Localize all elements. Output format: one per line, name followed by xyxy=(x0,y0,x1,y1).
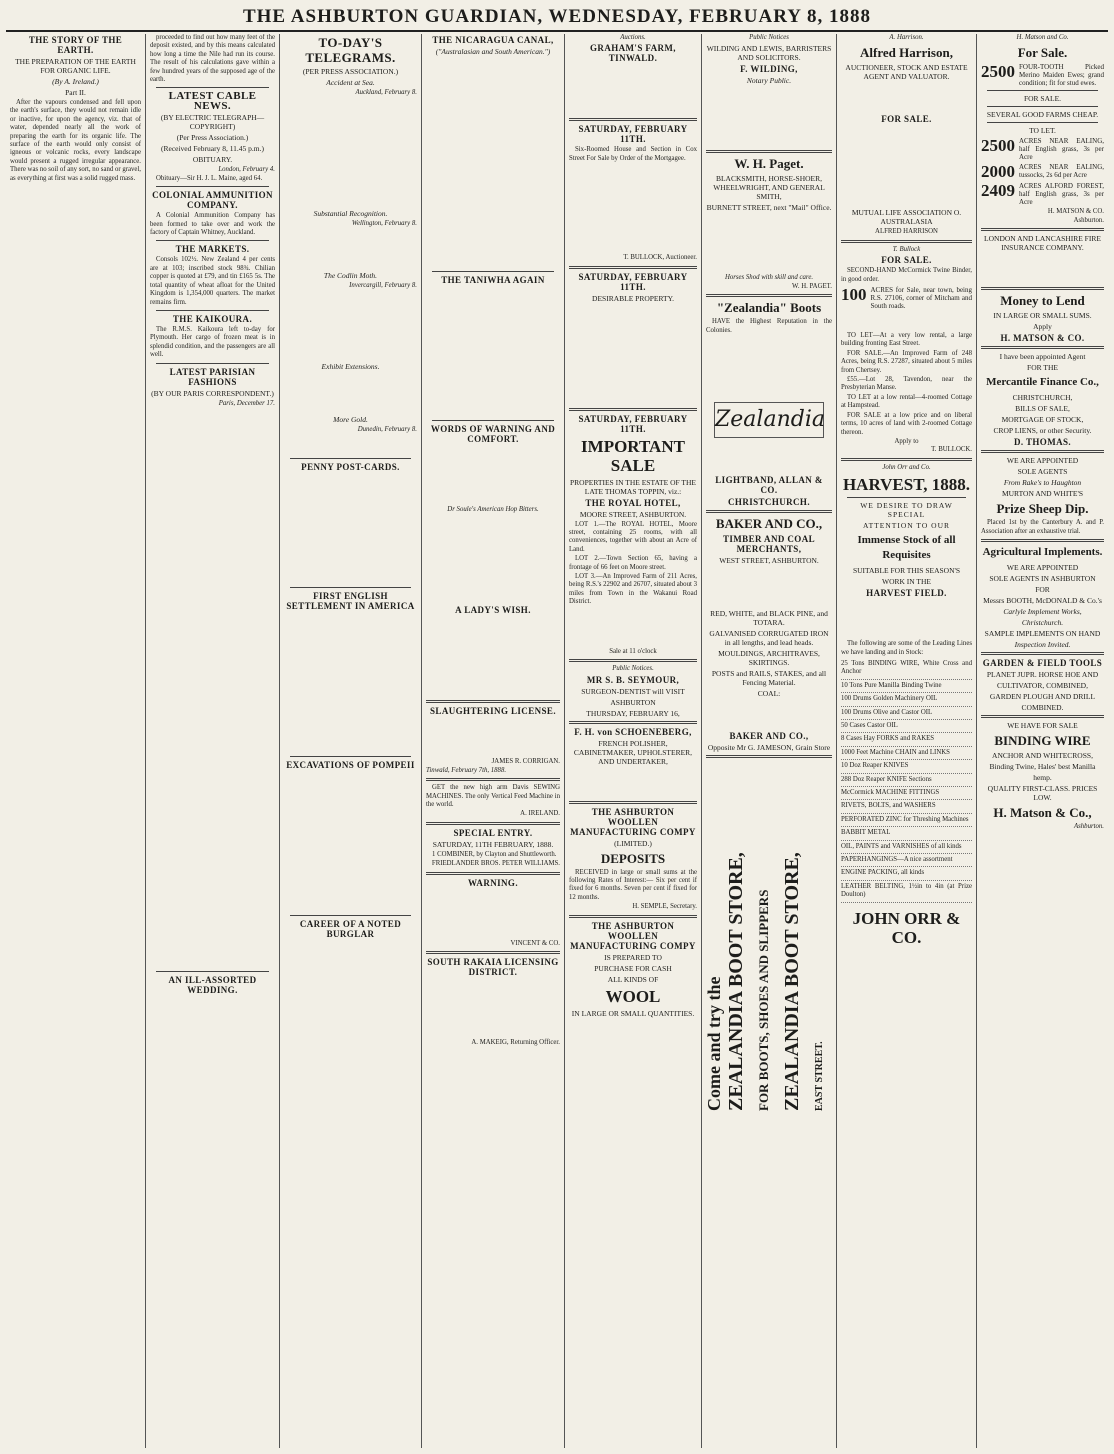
lease-2 xyxy=(981,163,1104,180)
moth-heading: The Codlin Moth. xyxy=(323,270,378,280)
paget-addr: BURNETT STREET, next "Mail" Office. xyxy=(706,203,832,213)
matson-caps: H. MATSON & CO. xyxy=(1000,333,1085,344)
colonial-heading: COLONIAL AMMUNITION COMPANY. xyxy=(152,190,273,211)
kaikoura-heading: THE KAIKOURA. xyxy=(172,313,253,324)
cable-news-received: (Received February 8, 11.45 p.m.) xyxy=(160,144,265,154)
woollen2-prepared: IS PREPARED TO xyxy=(604,952,662,962)
mortgage: MORTGAGE OF STOCK, xyxy=(1001,415,1084,425)
mercantile-city: CHRISTCHURCH, xyxy=(1012,393,1073,403)
seymour-date: THURSDAY, FEBRUARY 16, xyxy=(586,708,680,718)
rake: From Rake's to Haughton xyxy=(1003,478,1082,488)
garden-plough: GARDEN PLOUGH AND DRILL xyxy=(989,692,1096,702)
twine: Binding Twine, Hales' best Manilla xyxy=(989,762,1096,772)
schoeneberg-heading: F. H. von SCHOENEBERG, xyxy=(574,726,692,737)
gold-dateline: Dunedin, February 8. xyxy=(357,426,417,434)
article-body: proceeded to find out how many feet of the deposit existed, and by this means calculated how long a time the Nile had run its course. The result of his calculations gave within a few hundred years of the supposed age of the earth. xyxy=(150,34,275,84)
desirable-date: SATURDAY, FEBRUARY 11TH. xyxy=(578,271,688,292)
purchase: PURCHASE FOR CASH xyxy=(594,963,672,973)
list-intro: The following are some of the Leading Lines we have landing and in Stock: xyxy=(841,640,972,656)
zealandia-script: Zealandia xyxy=(714,402,824,438)
warning2-heading: WARNING. xyxy=(468,877,518,888)
column-1 xyxy=(6,34,146,1448)
article-byline: (By A. Ireland.) xyxy=(52,77,99,86)
important-sub: PROPERTIES IN THE ESTATE OF THE LATE THOMAS TOPPIN, viz.: xyxy=(570,477,696,496)
article-body: After the vapours condensed and fell upon the earth's surface, they would not remain idle or inactive, for upon the agency, viz. that of water, depended nearly all the work of preparing the earth for its organic life. The surface of the earth would only consist of igneous or volcanic rocks, every landscape would present a rugged irregular appearance. There was no soil of any sort, no sand or gravel, as everything at first was a solid rugged mass. xyxy=(10,99,141,182)
bills: BILLS OF SALE, xyxy=(1015,404,1070,414)
desire-text: WE DESIRE TO DRAW SPECIAL xyxy=(860,501,953,520)
wool-sub: IN LARGE OR SMALL QUANTITIES. xyxy=(571,1008,695,1018)
stock-list-item: 288 Doz Reaper KNIFE Sections xyxy=(841,774,972,787)
all-kinds: ALL KINDS OF xyxy=(607,974,659,984)
friedlander: FRIEDLANDER BROS. PETER WILLIAMS. xyxy=(431,860,560,868)
warning-heading: WORDS OF WARNING AND COMFORT. xyxy=(430,424,556,444)
harrison-heading: Alfred Harrison, xyxy=(860,45,953,61)
canal-heading: THE NICARAGUA CANAL, xyxy=(432,35,554,45)
crop: CROP LIENS, or other Security. xyxy=(993,426,1092,436)
boot-store-ad xyxy=(706,761,832,1121)
bullock-label: T. Bullock xyxy=(892,245,921,253)
royal-hotel: THE ROYAL HOTEL, xyxy=(585,497,681,508)
hop-bitters: Dr Soule's American Hop Bitters. xyxy=(447,506,539,513)
moth-dateline: Invercargill, February 8. xyxy=(349,281,417,289)
gold-heading: More Gold. xyxy=(333,415,368,425)
matson-big: H. Matson & Co., xyxy=(993,805,1092,821)
baker-heading: BAKER AND CO., xyxy=(715,516,823,532)
stock-list-item: 10 Tons Pure Manilla Binding Twine xyxy=(841,680,972,693)
obituary-heading: OBITUARY. xyxy=(192,155,233,165)
exhibition-heading: Exhibit Extensions. xyxy=(321,362,380,372)
several-farms: SEVERAL GOOD FARMS CHEAP. xyxy=(986,110,1099,120)
apply: Apply to xyxy=(894,437,919,445)
special-text: 1 COMBINER, by Clayton and Shuttleworth. xyxy=(432,850,557,858)
acres-100-ad xyxy=(841,286,972,310)
murton: MURTON AND WHITE'S xyxy=(1001,489,1084,499)
public-notices-label: Public Notices. xyxy=(612,665,654,673)
stock-list-item: OIL, PAINTS and VARNISHES of all kinds xyxy=(841,841,972,854)
baker-iron: GALVANISED CORRUGATED IRON in all lengths, and lead heads. xyxy=(709,629,829,648)
column-7 xyxy=(837,34,977,1448)
markets-heading: THE MARKETS. xyxy=(175,244,250,255)
special-heading: SPECIAL ENTRY. xyxy=(453,827,533,838)
forsale4: FOR SALE at a low price and on liberal terms, 10 acres of land with 2-roomed Cottage thereon. xyxy=(841,411,972,436)
lease-3-num: 2409 xyxy=(981,181,1015,201)
ewes-ad xyxy=(981,63,1104,87)
cable-news-heading: LATEST CABLE NEWS. xyxy=(168,90,257,113)
carlyle: Carlyle Implement Works, xyxy=(1003,607,1082,617)
stock-list-item: 10 Doz Reaper KNIVES xyxy=(841,760,972,773)
to-let2: TO LET at a low rental—4-roomed Cottage at Hampstead. xyxy=(841,393,972,410)
baker-opp: Opposite Mr G. JAMESON, Grain Store xyxy=(707,743,831,753)
boot-ad-line-1: Come and try the xyxy=(704,976,724,1112)
rakaia-heading: SOUTH RAKAIA LICENSING DISTRICT. xyxy=(427,957,559,978)
matson-label: H. Matson and Co. xyxy=(1016,34,1069,41)
stock-list-item: PERFORATED ZINC for Threshing Machines xyxy=(841,814,972,827)
wilding-notary: Notary Public. xyxy=(746,76,792,86)
schoeneberg-sub: FRENCH POLISHER, CABINETMAKER, UPHOLSTERER, AND UNDERTAKER, xyxy=(573,738,693,766)
appointed3: WE ARE APPOINTED xyxy=(1006,563,1079,573)
hsemple-sign: H. SEMPLE, Secretary. xyxy=(632,903,697,911)
orr-label: John Orr and Co. xyxy=(882,463,931,471)
matson-sign: H. MATSON & CO. xyxy=(1047,208,1104,216)
alfred-sign: ALFRED HARRISON xyxy=(875,228,938,236)
mutual: MUTUAL LIFE ASSOCIATION O. AUSTRALASIA xyxy=(851,208,962,227)
ireland-signed: A. IRELAND. xyxy=(520,810,560,818)
work-text: WORK IN THE xyxy=(881,577,932,587)
fashions-sub: (BY OUR PARIS CORRESPONDENT.) xyxy=(151,388,274,398)
wedding-heading: AN ILL-ASSORTED WEDDING. xyxy=(168,974,257,995)
forsale-heading: For Sale. xyxy=(1017,45,1068,61)
taniwha-heading: THE TANIWHA AGAIN xyxy=(441,275,545,285)
obituary-dateline: London, February 4. xyxy=(218,166,275,174)
settlement-heading: FIRST ENGLISH SETTLEMENT IN AMERICA xyxy=(286,590,415,611)
stock-list-item: ENGINE PACKING, all kinds xyxy=(841,867,972,880)
money-sub: IN LARGE OR SMALL SUMS. xyxy=(993,311,1092,321)
wool-heading: WOOL xyxy=(605,986,661,1006)
baker-sub: TIMBER AND COAL MERCHANTS, xyxy=(722,534,815,555)
inspection: Inspection Invited. xyxy=(1014,640,1071,650)
lot-1: LOT 1.—The ROYAL HOTEL, Moore street, containing 25 rooms, with all conveniences, together with about an Acre of Land. xyxy=(569,520,697,553)
zealandia-text: HAVE the Highest Reputation in the Colonies. xyxy=(706,318,832,334)
slaughter-date: Tinwald, February 7th, 1888. xyxy=(426,766,507,774)
price-55: £55.—Lot 28, Tavendon, near the Presbyterian Manse. xyxy=(841,376,972,392)
lot-2: LOT 2.—Town Section 65, having a frontage of 66 feet on Moore street. xyxy=(569,555,697,571)
special-date: SATURDAY, 11TH FEBRUARY, 1888. xyxy=(432,839,554,849)
fashions-dateline: Paris, December 17. xyxy=(218,399,275,407)
baker-posts: POSTS and RAILS, STAKES, and all Fencing Material. xyxy=(711,669,827,688)
harvest-field: HARVEST FIELD. xyxy=(866,588,947,599)
stock-list xyxy=(841,658,972,903)
cable-news-agency: (Per Press Association.) xyxy=(176,133,249,143)
seymour-title: SURGEON-DENTIST will VISIT xyxy=(581,686,685,696)
lease-1-num: 2500 xyxy=(981,136,1015,156)
canal-sub: ("Australasian and South American.") xyxy=(435,47,551,56)
accident-dateline: Auckland, February 8. xyxy=(355,89,417,96)
london-heading: LONDON AND LANCASHIRE FIRE INSURANCE COMPANY. xyxy=(984,234,1101,253)
desirable-heading: DESIRABLE PROPERTY. xyxy=(592,293,674,303)
attention-text: ATTENTION TO OUR xyxy=(863,521,950,531)
slaughter-signed: JAMES R. CORRIGAN. xyxy=(491,758,560,766)
coal-heading: COAL: xyxy=(757,689,781,699)
deposits-text: RECEIVED in large or small sums at the following Rates of Interest:— Six per cent if fixed for 6 months. Seven per cent if fixed for 12 months. xyxy=(569,868,697,901)
lightband: LIGHTBAND, ALLAN & CO. xyxy=(715,475,823,496)
stock-list-item: McCormick MACHINE FITTINGS xyxy=(841,787,972,800)
sole: SOLE AGENTS IN ASHBURTON xyxy=(989,574,1096,584)
lease-2-num: 2000 xyxy=(981,162,1015,182)
to-let: TO LET—At a very low rental, a large building fronting East Street. xyxy=(841,332,972,348)
forsale2: FOR SALE. xyxy=(1023,94,1062,104)
money-heading: Money to Lend xyxy=(1000,293,1085,309)
graham-heading: GRAHAM'S FARM, TINWALD. xyxy=(590,43,676,64)
for-the: FOR THE xyxy=(1027,363,1058,373)
lease-3-text: ACRES ALFORD FOREST, half English grass, 3s per Acre xyxy=(1019,182,1104,207)
colonial-text: A Colonial Ammunition Company has been formed to take over and work the factory of Captain Whitney, Auckland. xyxy=(150,212,275,237)
stock-list-item: 25 Tons BINDING WIRE, White Cross and Anchor xyxy=(841,658,972,680)
suitable-text: SUITABLE FOR THIS SEASON'S xyxy=(852,566,961,576)
lease-2-text: ACRES NEAR EALING, tussocks, 2s 6d per Acre xyxy=(1019,163,1104,180)
zealandia-heading: "Zealandia" Boots xyxy=(716,300,822,316)
binding-heading: BINDING WIRE xyxy=(994,733,1091,749)
burglar-heading: CAREER OF A NOTED BURGLAR xyxy=(299,918,402,939)
booth: Messrs BOOTH, McDONALD & Co.'s xyxy=(983,596,1102,606)
deposits-heading: DEPOSITS xyxy=(600,850,666,866)
seymour-heading: MR S. B. SEYMOUR, xyxy=(586,674,680,685)
sewing-text: GET the new high arm Davis SEWING MACHINES. The only Vertical Feed Machine in the world. xyxy=(426,784,560,809)
baker-sign: BAKER AND CO., xyxy=(729,731,809,742)
accident-heading: Accident at Sea. xyxy=(326,78,375,87)
telegrams-agency: (PER PRESS ASSOCIATION.) xyxy=(302,67,399,76)
important-heading: IMPORTANT SALE xyxy=(581,436,685,475)
for: FOR xyxy=(1035,585,1050,595)
article-subheading: THE PREPARATION OF THE EARTH FOR ORGANIC LIFE. xyxy=(15,57,136,75)
paget-sign: W. H. PAGET. xyxy=(792,282,832,290)
orr-big: JOHN ORR & CO. xyxy=(852,908,961,947)
lease-3 xyxy=(981,182,1104,206)
stock-list-item: PAPERHANGINGS—A nice assortment xyxy=(841,854,972,867)
to-let: TO LET. xyxy=(1029,126,1056,136)
baker-addr: WEST STREET, ASHBURTON. xyxy=(719,556,819,566)
thomas: D. THOMAS. xyxy=(1013,437,1072,448)
combined: COMBINED. xyxy=(1021,703,1064,713)
lot-3: LOT 3.—An Improved Farm of 211 Acres, being R.S.'s 22902 and 26707, situated about 3 miles from Town in the Wakanui Road District. xyxy=(569,573,697,606)
ewes-num: 2500 xyxy=(981,62,1015,82)
immense-heading: Immense Stock of all Requisites xyxy=(857,534,956,562)
woollen2-heading: THE ASHBURTON WOOLLEN MANUFACTURING COMPY xyxy=(570,920,696,951)
mercantile-heading: Mercantile Finance Co., xyxy=(986,376,1099,389)
anchor: ANCHOR AND WHITECROSS, xyxy=(992,751,1093,761)
paget-sub: BLACKSMITH, HORSE-SHOER, WHEELWRIGHT, AND GENERAL SMITH, xyxy=(713,174,825,202)
second-hand: SECOND-HAND McCormick Twine Binder, in good order. xyxy=(841,267,972,283)
reception-heading: Substantial Recognition. xyxy=(313,209,388,219)
column-6 xyxy=(702,34,837,1448)
stock-list-item: 50 Cases Castor OIL xyxy=(841,720,972,733)
woollen-heading: THE ASHBURTON WOOLLEN MANUFACTURING COMPY xyxy=(570,806,696,837)
christchurch: Christchurch. xyxy=(1021,618,1064,628)
sale-time: Sale at 11 o'clock xyxy=(609,647,657,655)
christchurch: CHRISTCHURCH. xyxy=(728,497,810,508)
saturday-heading: SATURDAY, FEBRUARY 11TH. xyxy=(578,124,688,145)
stock-list-item: 8 Cases Hay FORKS and RAKES xyxy=(841,733,972,746)
masthead xyxy=(6,4,1108,32)
harvest-heading: HARVEST, 1888. xyxy=(842,475,971,495)
obituary-text: Obituary—Sir H. J. L. Maine, aged 64. xyxy=(156,174,263,182)
cultivator: CULTIVATOR, COMBINED, xyxy=(997,681,1088,691)
boot-ad-line-5: EAST STREET. xyxy=(814,1041,825,1112)
lease-1-text: ACRES NEAR EALING, half English grass, 3s per Acre xyxy=(1019,137,1104,162)
garden-heading: GARDEN & FIELD TOOLS xyxy=(982,658,1103,669)
forsale-heading: FOR SALE. xyxy=(881,114,932,125)
masthead-title: THE ASHBURTON GUARDIAN, WEDNESDAY, FEBRUARY 8, 1888 xyxy=(242,6,872,27)
appointed: I have been appointed Agent xyxy=(999,352,1086,362)
vincent: VINCENT & CO. xyxy=(510,939,560,947)
boot-ad-line-2: ZEALANDIA BOOT STORE, xyxy=(725,852,747,1112)
article-heading: THE STORY OF THE EARTH. xyxy=(28,35,123,55)
appointed2: WE ARE APPOINTED xyxy=(1006,456,1079,466)
stock-list-item: LEATHER BELTING, 1½in to 4in (at Prize Doulton) xyxy=(841,881,972,903)
seymour-town: ASHBURTON xyxy=(610,697,656,707)
lady-heading: A LADY'S WISH. xyxy=(455,605,531,616)
fashions-heading: LATEST PARISIAN FASHIONS xyxy=(169,366,256,387)
column-4 xyxy=(422,34,565,1448)
baker-items: RED, WHITE, and BLACK PINE, and TOTARA. xyxy=(710,609,828,628)
agricultural-heading: Agricultural Implements. xyxy=(982,546,1103,559)
makeig: A. MAKEIG, Returning Officer. xyxy=(471,1039,560,1047)
article-part: Part II. xyxy=(65,88,86,97)
column-2 xyxy=(146,34,280,1448)
quality: QUALITY FIRST-CLASS. PRICES LOW. xyxy=(987,784,1098,803)
lease-1 xyxy=(981,137,1104,161)
column-5 xyxy=(565,34,702,1448)
baker-mouldings: MOULDINGS, ARCHITRAVES, SKIRTINGS. xyxy=(718,649,820,668)
acres-100-text: ACRES for Sale, near town, being R.S. 27106, corner of Mitcham and South roads. xyxy=(870,286,972,311)
stock-list-item: RIVETS, BOLTS, and WASHERS xyxy=(841,800,972,813)
ashburton: Ashburton. xyxy=(1073,216,1104,224)
ashburton2: Ashburton. xyxy=(1073,823,1104,831)
acres-100-num: 100 xyxy=(841,285,867,305)
paget-shod: Horses Shod with skill and care. xyxy=(724,274,814,282)
kaikoura-text: The R.M.S. Kaikoura left to-day for Plymouth. Her cargo of frozen meat is in splendid condition, and the passengers are all well. xyxy=(150,325,275,359)
sole-agents: SOLE AGENTS xyxy=(1017,467,1068,477)
wilding-name: F. WILDING, xyxy=(740,64,798,75)
penny-heading: PENNY POST-CARDS. xyxy=(301,461,400,472)
stock-list-item: 100 Drums Golden Machinery OIL xyxy=(841,693,972,706)
public-notices-label: Public Notices xyxy=(749,34,789,41)
planet: PLANET JUPR. HORSE HOE AND xyxy=(986,670,1099,680)
pompeii-heading: EXCAVATIONS OF POMPEII xyxy=(286,759,415,770)
columns xyxy=(6,34,1108,1448)
column-3 xyxy=(280,34,422,1448)
telegrams-heading: TO-DAY'S TELEGRAMS. xyxy=(305,35,396,65)
reception-dateline: Wellington, February 8. xyxy=(351,220,417,228)
harrison-sub: AUCTIONEER, STOCK AND ESTATE AGENT AND VALUATOR. xyxy=(845,63,968,82)
column-8 xyxy=(977,34,1108,1448)
boot-ad-line-3: FOR BOOTS, SHOES AND SLIPPERS xyxy=(756,889,771,1112)
harrison-label: A. Harrison. xyxy=(889,34,924,41)
apply: Apply xyxy=(1033,322,1052,332)
fashions-continuation xyxy=(150,408,275,968)
saturday-text: Six-Roomed House and Section in Cox Street For Sale by Order of the Mortgagee. xyxy=(569,146,697,162)
prize-heading: Prize Sheep Dip. xyxy=(996,501,1089,517)
important-date: SATURDAY, FEBRUARY 11TH. xyxy=(578,413,688,434)
sample: SAMPLE IMPLEMENTS ON HAND xyxy=(984,629,1101,639)
paget-heading: W. H. Paget. xyxy=(734,156,804,172)
forsale2: FOR SALE. xyxy=(881,255,932,266)
woollen-sub: (LIMITED.) xyxy=(614,838,652,848)
cable-news-sub: (BY ELECTRIC TELEGRAPH—COPYRIGHT) xyxy=(160,113,265,132)
auctions-label: Auctions. xyxy=(620,34,646,41)
stock-list-item: 1000 Feet Machine CHAIN and LINKS xyxy=(841,747,972,760)
ewes-text: FOUR-TOOTH Picked Merino Maiden Ewes; grand condition; fit for stud ewes. xyxy=(1019,63,1104,88)
slaughter-heading: SLAUGHTERING LICENSE. xyxy=(430,706,556,717)
stock-list-item: 100 Drums Olive and Castor OIL xyxy=(841,707,972,720)
placed: Placed 1st by the Canterbury A. and P. Association after an exhaustive trial. xyxy=(981,519,1104,535)
forsale3: FOR SALE.—An Improved Farm of 248 Acres, being R.S. 27287, situated about 5 miles from Chertsey. xyxy=(841,349,972,374)
stock-list-item: BABBIT METAL xyxy=(841,827,972,840)
have-for-sale: WE HAVE FOR SALE xyxy=(1007,721,1078,731)
markets-text: Consols 102½. New Zealand 4 per cents are at 103; inscribed stock 98¾. Chilian copper is quoted at £79, and tin £165 5s. The total quantity of wheat afloat for the United Kingdom is 1,354,000 quarters. The market remains firm. xyxy=(150,256,275,306)
hemp: hemp. xyxy=(1033,773,1052,783)
bullock-sign: T. BULLOCK, Auctioneer. xyxy=(623,254,697,262)
wilding-heading: WILDING AND LEWIS, BARRISTERS AND SOLICITORS. xyxy=(706,44,832,63)
bullock-sign: T. BULLOCK. xyxy=(931,446,972,454)
boot-ad-line-4: ZEALANDIA BOOT STORE, xyxy=(781,852,803,1112)
royal-addr: MOORE STREET, ASHBURTON. xyxy=(579,509,687,519)
